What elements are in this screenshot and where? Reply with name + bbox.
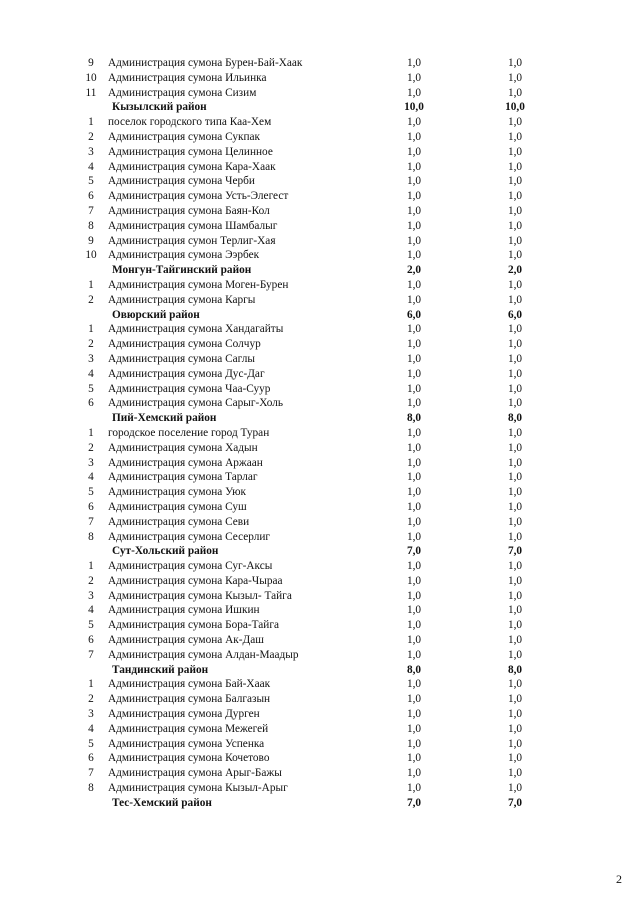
row-number: 1	[88, 323, 94, 336]
row-name: Сут-Хольский район	[112, 545, 219, 558]
row-value-2: 1,0	[507, 589, 523, 602]
row-name: Администрация сумона Солчур	[108, 338, 261, 351]
row-name: Администрация сумона Сукпак	[108, 130, 261, 143]
row-value-1: 1,0	[406, 323, 422, 336]
document-page	[76, 56, 572, 811]
table-row	[76, 648, 572, 663]
row-value-1: 1,0	[406, 57, 422, 69]
table-row	[76, 382, 572, 397]
row-name: Овюрский район	[112, 308, 200, 321]
row-value-2: 1,0	[507, 560, 523, 573]
row-name: Администрация сумона Уюк	[108, 486, 247, 499]
table-row	[76, 204, 572, 219]
row-value-2: 1,0	[507, 441, 523, 454]
row-number: 8	[88, 219, 94, 232]
row-name: Администрация сумона Алдан-Маадыр	[108, 648, 299, 661]
row-value-2: 1,0	[507, 737, 523, 750]
row-value-1: 1,0	[406, 678, 422, 691]
row-number: 11	[85, 86, 97, 99]
row-value-2: 1,0	[507, 367, 523, 380]
row-value-1: 1,0	[406, 397, 422, 410]
row-name: Тандинский район	[112, 663, 209, 676]
table-row	[76, 530, 572, 545]
row-number	[76, 544, 106, 559]
row-value-2: 10,0	[505, 101, 525, 114]
row-number: 6	[88, 397, 94, 410]
row-value-1: 1,0	[406, 737, 422, 750]
row-name: Администрация сумона Баян-Кол	[108, 204, 270, 217]
row-name: Администрация сумона Усть-Элегест	[108, 190, 289, 203]
table-row	[76, 470, 572, 485]
row-name: Администрация сумона Кара-Хаак	[108, 160, 276, 173]
row-value-2: 1,0	[507, 678, 523, 691]
table-row	[76, 130, 572, 145]
row-number: 10	[85, 71, 97, 84]
row-value-2: 6,0	[507, 308, 523, 321]
row-value-1: 1,0	[406, 708, 422, 721]
row-number	[76, 308, 106, 323]
table-row	[76, 367, 572, 382]
row-value-1: 1,0	[406, 589, 422, 602]
row-value-2: 1,0	[507, 278, 523, 291]
row-value-1: 1,0	[406, 693, 422, 706]
table-row	[76, 219, 572, 234]
table-body	[76, 56, 572, 811]
row-value-1: 1,0	[406, 367, 422, 380]
row-value-1: 1,0	[406, 441, 422, 454]
table-row	[76, 234, 572, 249]
table-row	[76, 160, 572, 175]
row-value-2: 1,0	[507, 530, 523, 543]
row-value-2: 1,0	[507, 722, 523, 735]
row-number: 3	[88, 589, 94, 602]
row-number: 5	[88, 382, 94, 395]
row-value-2: 1,0	[507, 574, 523, 587]
row-name: Администрация сумона Черби	[108, 175, 255, 188]
row-value-2: 1,0	[507, 219, 523, 232]
row-value-1: 1,0	[406, 722, 422, 735]
row-value-1: 1,0	[406, 500, 422, 513]
table-row	[76, 71, 572, 86]
table-row	[76, 751, 572, 766]
row-value-2: 1,0	[507, 515, 523, 528]
row-value-2: 1,0	[507, 500, 523, 513]
row-value-2: 1,0	[507, 382, 523, 395]
row-value-1: 1,0	[406, 752, 422, 765]
row-value-2: 7,0	[507, 796, 523, 809]
row-value-2: 1,0	[507, 426, 523, 439]
row-value-2: 1,0	[507, 471, 523, 484]
table-row	[76, 485, 572, 500]
row-value-2: 1,0	[507, 693, 523, 706]
row-name: Администрация сумона Хадын	[108, 441, 258, 454]
row-name: Администрация сумона Севи	[108, 515, 250, 528]
row-name: Администрация сумона Ак-Даш	[108, 634, 264, 647]
row-name: Администрация сумона Арыг-Бажы	[108, 767, 282, 780]
table-row	[76, 174, 572, 189]
row-value-2: 1,0	[507, 145, 523, 158]
row-value-1: 1,0	[406, 560, 422, 573]
row-name: Администрация сумона Хандагайты	[108, 323, 284, 336]
row-value-1: 1,0	[406, 190, 422, 203]
row-name: Администрация сумона Ильинка	[108, 71, 267, 84]
row-value-2: 1,0	[507, 204, 523, 217]
row-value-1: 1,0	[406, 204, 422, 217]
row-value-1: 1,0	[406, 634, 422, 647]
row-name: Администрация сумона Целинное	[108, 145, 273, 158]
row-number: 6	[88, 634, 94, 647]
row-value-2: 8,0	[507, 412, 523, 425]
row-number: 2	[88, 130, 94, 143]
row-value-2: 1,0	[507, 352, 523, 365]
row-name: Администрация сумона Дус-Даг	[108, 367, 265, 380]
row-name: Тес-Хемский район	[112, 796, 212, 809]
table-row	[76, 574, 572, 589]
district-row	[76, 308, 572, 323]
row-value-1: 7,0	[406, 796, 422, 809]
row-value-1: 1,0	[406, 530, 422, 543]
table-row	[76, 115, 572, 130]
row-number: 5	[88, 619, 94, 632]
row-name: Администрация сумона Чаа-Суур	[108, 382, 271, 395]
row-number: 4	[88, 367, 94, 380]
row-number: 3	[88, 708, 94, 721]
row-value-1: 1,0	[406, 293, 422, 306]
row-value-2: 2,0	[507, 264, 523, 277]
row-name: Администрация сумона Сарыг-Холь	[108, 397, 284, 410]
row-number: 6	[88, 752, 94, 765]
row-number: 6	[88, 500, 94, 513]
row-value-2: 1,0	[507, 752, 523, 765]
row-name: Администрация сумона Каргы	[108, 293, 256, 306]
row-number: 3	[88, 352, 94, 365]
row-number: 7	[88, 204, 94, 217]
row-value-1: 1,0	[406, 471, 422, 484]
row-number: 4	[88, 160, 94, 173]
row-value-2: 1,0	[507, 397, 523, 410]
row-value-2: 1,0	[507, 648, 523, 661]
table-row	[76, 692, 572, 707]
table-row	[76, 189, 572, 204]
table-row	[76, 293, 572, 308]
row-name: Администрация сумона Моген-Бурен	[108, 278, 289, 291]
row-number: 8	[88, 782, 94, 795]
table-row	[76, 396, 572, 411]
row-value-2: 1,0	[507, 130, 523, 143]
district-row	[76, 663, 572, 678]
table-row	[76, 145, 572, 160]
table-row	[76, 56, 572, 71]
table-row	[76, 722, 572, 737]
row-name: Пий-Хемский район	[112, 412, 217, 425]
row-name: городское поселение город Туран	[108, 426, 270, 439]
row-value-2: 1,0	[507, 293, 523, 306]
district-row	[76, 544, 572, 559]
row-number: 5	[88, 175, 94, 188]
row-value-2: 1,0	[507, 234, 523, 247]
row-value-2: 8,0	[507, 663, 523, 676]
table-row	[76, 337, 572, 352]
row-value-2: 1,0	[507, 190, 523, 203]
row-name: Администрация сумона Ишкин	[108, 604, 260, 617]
row-number: 8	[88, 530, 94, 543]
row-number: 2	[88, 574, 94, 587]
row-value-1: 1,0	[406, 234, 422, 247]
row-number: 3	[88, 456, 94, 469]
row-name: Администрация сумона Аржаан	[108, 456, 263, 469]
table-row	[76, 426, 572, 441]
row-number: 2	[88, 693, 94, 706]
table-row	[76, 441, 572, 456]
row-value-1: 1,0	[406, 175, 422, 188]
row-number: 1	[88, 116, 94, 129]
row-name: Администрация сумона Сесерлиг	[108, 530, 271, 543]
row-number	[76, 100, 106, 115]
row-value-1: 1,0	[406, 352, 422, 365]
row-value-2: 1,0	[507, 57, 523, 69]
row-value-1: 1,0	[406, 130, 422, 143]
row-value-2: 1,0	[507, 323, 523, 336]
row-value-1: 8,0	[406, 412, 422, 425]
row-value-1: 2,0	[406, 264, 422, 277]
row-value-2: 1,0	[507, 456, 523, 469]
row-name: Администрация сумона Кызыл-Арыг	[108, 782, 288, 795]
district-row	[76, 100, 572, 115]
row-number: 9	[88, 234, 94, 247]
row-number	[76, 796, 106, 811]
row-name: Администрация сумона Бай-Хаак	[108, 678, 271, 691]
row-value-1: 1,0	[406, 515, 422, 528]
district-row	[76, 411, 572, 426]
row-number	[76, 663, 106, 678]
table-row	[76, 322, 572, 337]
row-value-1: 1,0	[406, 116, 422, 129]
table-row	[76, 603, 572, 618]
row-value-2: 7,0	[507, 545, 523, 558]
row-name: Администрация сумон Терлиг-Хая	[108, 234, 276, 247]
row-value-2: 1,0	[507, 634, 523, 647]
row-value-1: 1,0	[406, 219, 422, 232]
row-value-1: 1,0	[406, 249, 422, 262]
row-name: Монгун-Тайгинский район	[112, 264, 252, 277]
row-value-1: 1,0	[406, 456, 422, 469]
row-name: Администрация сумона Балгазын	[108, 693, 271, 706]
row-value-2: 1,0	[507, 71, 523, 84]
district-row	[76, 263, 572, 278]
row-number: 7	[88, 648, 94, 661]
row-name: Администрация сумона Кызыл- Тайга	[108, 589, 292, 602]
row-name: Администрация сумона Дурген	[108, 708, 260, 721]
row-name: Администрация сумона Суг-Аксы	[108, 560, 273, 573]
table-row	[76, 86, 572, 101]
row-number: 7	[88, 515, 94, 528]
row-name: Администрация сумона Межегей	[108, 722, 269, 735]
table-row	[76, 737, 572, 752]
row-number: 5	[88, 486, 94, 499]
row-value-2: 1,0	[507, 175, 523, 188]
row-number: 1	[88, 426, 94, 439]
row-number: 1	[88, 278, 94, 291]
table-row	[76, 677, 572, 692]
row-name: Администрация сумона Шамбалыг	[108, 219, 278, 232]
table-row	[76, 707, 572, 722]
row-value-1: 1,0	[406, 160, 422, 173]
row-number: 7	[88, 767, 94, 780]
row-name: Администрация сумона Кочетово	[108, 752, 270, 765]
row-value-2: 1,0	[507, 767, 523, 780]
row-number: 9	[88, 57, 94, 69]
row-number: 10	[85, 249, 97, 262]
row-number: 4	[88, 471, 94, 484]
row-number: 3	[88, 145, 94, 158]
district-row	[76, 796, 572, 811]
row-value-1: 1,0	[406, 574, 422, 587]
row-value-1: 1,0	[406, 382, 422, 395]
row-number: 4	[88, 604, 94, 617]
row-value-1: 1,0	[406, 145, 422, 158]
row-number: 4	[88, 722, 94, 735]
row-number: 6	[88, 190, 94, 203]
row-name: Администрация сумона Бурен-Бай-Хаак	[108, 57, 303, 69]
row-name: поселок городского типа Каа-Хем	[108, 116, 272, 129]
row-number: 2	[88, 338, 94, 351]
row-name: Администрация сумона Тарлаг	[108, 471, 258, 484]
allocation-table	[76, 56, 572, 811]
row-name: Администрация сумона Саглы	[108, 352, 255, 365]
table-row	[76, 781, 572, 796]
row-number: 2	[88, 293, 94, 306]
row-value-2: 1,0	[507, 160, 523, 173]
row-number: 2	[88, 441, 94, 454]
table-row	[76, 248, 572, 263]
row-value-2: 1,0	[507, 249, 523, 262]
row-number: 1	[88, 678, 94, 691]
row-value-1: 1,0	[406, 71, 422, 84]
row-number	[76, 263, 106, 278]
row-value-1: 1,0	[406, 278, 422, 291]
row-value-2: 1,0	[507, 782, 523, 795]
row-name: Администрация сумона Суш	[108, 500, 247, 513]
table-row	[76, 633, 572, 648]
row-value-1: 7,0	[406, 545, 422, 558]
row-value-1: 8,0	[406, 663, 422, 676]
row-value-1: 1,0	[406, 782, 422, 795]
table-row	[76, 766, 572, 781]
table-row	[76, 515, 572, 530]
row-value-1: 10,0	[404, 101, 424, 114]
row-value-2: 1,0	[507, 116, 523, 129]
row-value-2: 1,0	[507, 486, 523, 499]
row-value-1: 1,0	[406, 486, 422, 499]
table-row	[76, 589, 572, 604]
row-name: Администрация сумона Успенка	[108, 737, 265, 750]
row-value-2: 1,0	[507, 708, 523, 721]
table-row	[76, 618, 572, 633]
table-row	[76, 559, 572, 574]
table-row	[76, 278, 572, 293]
page-number: 2	[616, 872, 622, 886]
row-value-2: 1,0	[507, 604, 523, 617]
row-number: 1	[88, 560, 94, 573]
row-name: Администрация сумона Кара-Чыраа	[108, 574, 283, 587]
row-value-1: 6,0	[406, 308, 422, 321]
row-number	[76, 411, 106, 426]
table-row	[76, 456, 572, 471]
row-name: Администрация сумона Сизим	[108, 86, 257, 99]
row-value-1: 1,0	[406, 767, 422, 780]
row-value-1: 1,0	[406, 648, 422, 661]
row-value-1: 1,0	[406, 619, 422, 632]
table-row	[76, 352, 572, 367]
row-value-1: 1,0	[406, 426, 422, 439]
row-name: Администрация сумона Ээрбек	[108, 249, 260, 262]
row-name: Кызылский район	[112, 101, 207, 114]
table-row	[76, 500, 572, 515]
row-name: Администрация сумона Бора-Тайга	[108, 619, 279, 632]
row-value-1: 1,0	[406, 604, 422, 617]
row-value-1: 1,0	[406, 338, 422, 351]
row-value-2: 1,0	[507, 86, 523, 99]
row-value-1: 1,0	[406, 86, 422, 99]
row-value-2: 1,0	[507, 619, 523, 632]
row-number: 5	[88, 737, 94, 750]
row-value-2: 1,0	[507, 338, 523, 351]
